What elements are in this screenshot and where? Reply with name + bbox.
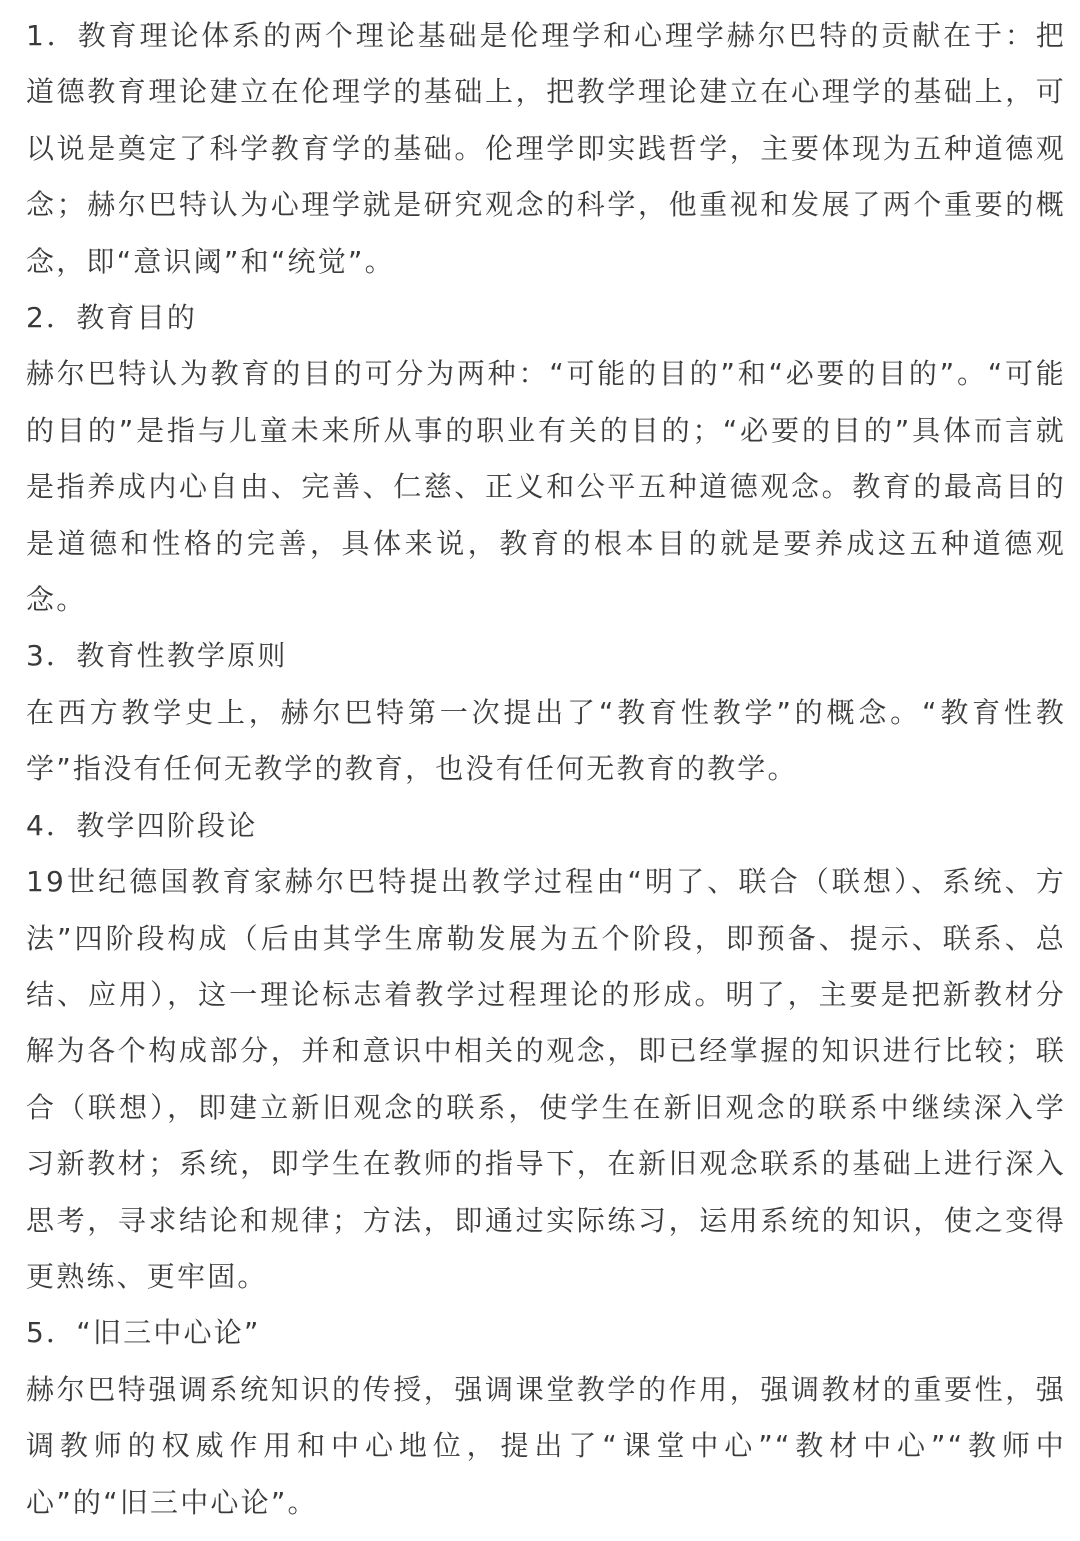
section-5-heading: 5．“旧三中心论”: [26, 1316, 261, 1350]
section-5-body: 赫尔巴特强调系统知识的传授，强调课堂教学的作用，强调教材的重要性，强调教师的权威作用和中心地位，提出了“课堂中心”“教材中心”“教师中心”的“旧三中心论”。: [26, 1372, 1066, 1519]
document-body: [26, 8, 1066, 1531]
section-2-heading: 2．教育目的: [26, 301, 198, 335]
section-2-body: 赫尔巴特认为教育的目的可分为两种：“可能的目的”和“必要的目的”。“可能的目的”是指与儿童未来所从事的职业有关的目的；“必要的目的”具体而言就是指养成内心自由、完善、仁慈、正义和公平五种道德观念。教育的最高目的是道德和性格的完善，具体来说，教育的根本目的就是要养成这五种道德观念。: [26, 357, 1066, 617]
section-3-body: 在西方教学史上，赫尔巴特第一次提出了“教育性教学”的概念。“教育性教学”指没有任何无教学的教育，也没有任何无教育的教学。: [26, 695, 1066, 786]
section-3-heading: 3．教育性教学原则: [26, 639, 288, 673]
section-4-heading: 4．教学四阶段论: [26, 808, 258, 842]
section-4-body: 19世纪德国教育家赫尔巴特提出教学过程由“明了、联合（联想）、系统、方法”四阶段构成（后由其学生席勒发展为五个阶段，即预备、提示、联系、总结、应用），这一理论标志着教学过程理论的形成。明了，主要是把新教材分解为各个构成部分，并和意识中相关的观念，即已经掌握的知识进行比较；联合（联想），即建立新旧观念的联系，使学生在新旧观念的联系中继续深入学习新教材；系统，即学生在教师的指导下，在新旧观念联系的基础上进行深入思考，寻求结论和规律；方法，即通过实际练习，运用系统的知识，使之变得更熟练、更牢固。: [26, 865, 1066, 1293]
section-1-body: 1．教育理论体系的两个理论基础是伦理学和心理学赫尔巴特的贡献在于：把道德教育理论建立在伦理学的基础上，把教学理论建立在心理学的基础上，可以说是奠定了科学教育学的基础。伦理学即实践哲学，主要体现为五种道德观念；赫尔巴特认为心理学就是研究观念的科学，他重视和发展了两个重要的概念，即“意识阈”和“统觉”。: [26, 19, 1066, 278]
